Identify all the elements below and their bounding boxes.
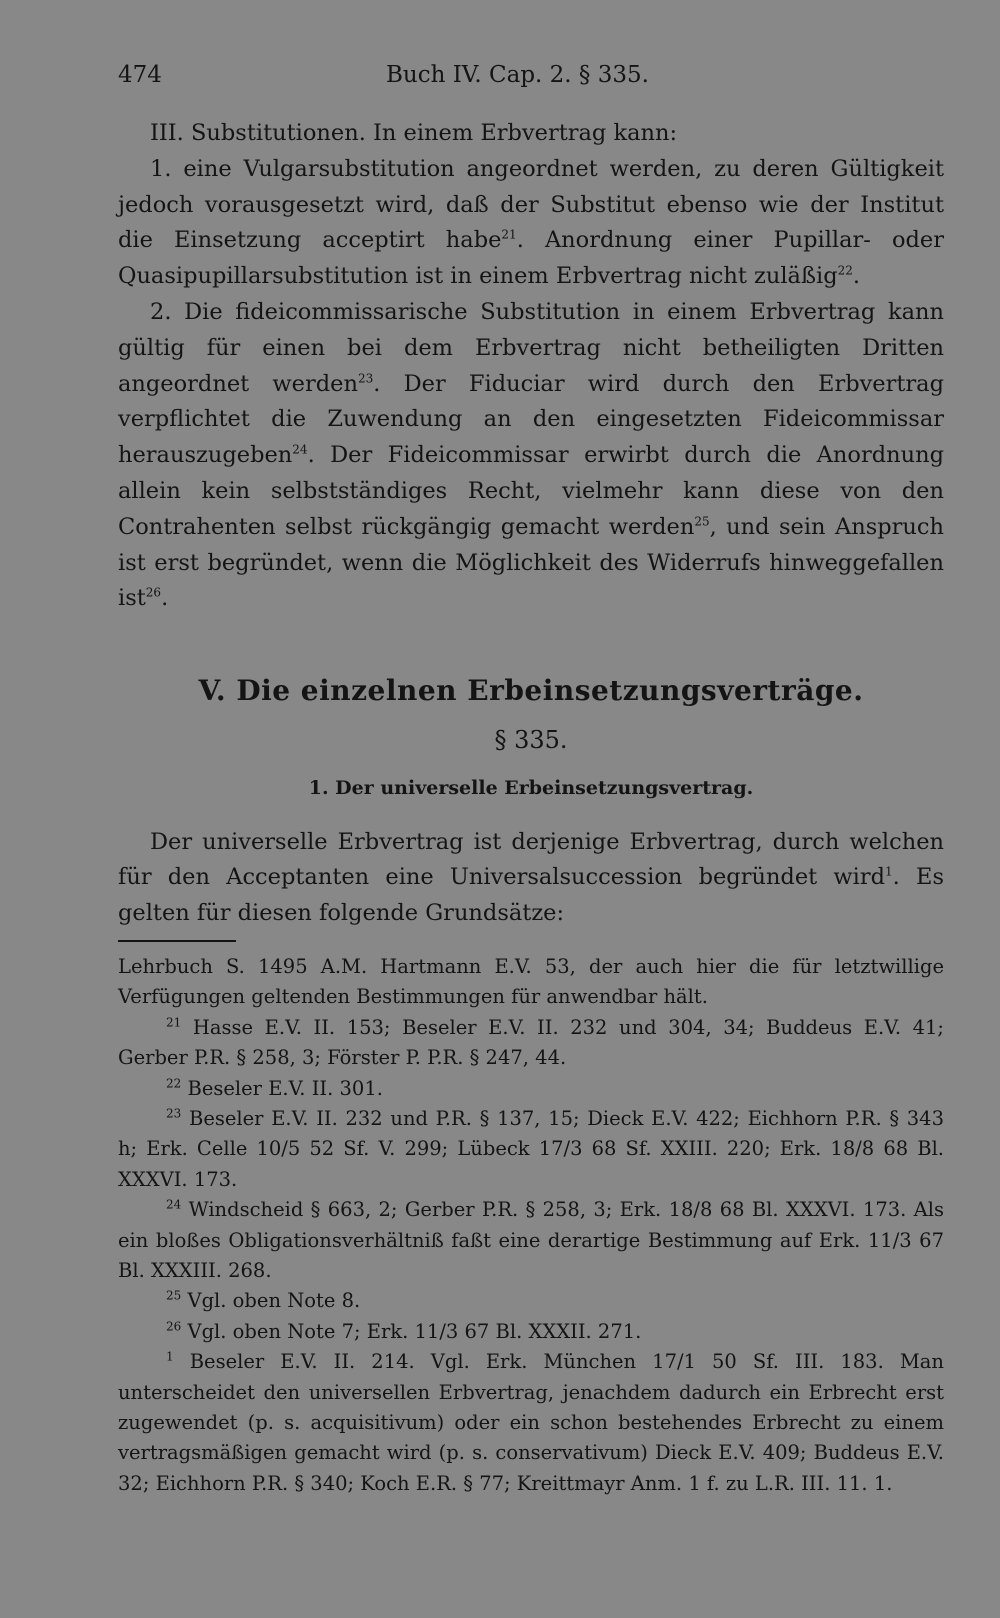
paragraph-text: . Der Fideicommissar erwirbt durch die Anordnung allein kein selbstständiges Recht, vielmehr kann diese von den Contrahenten selbst rückgängig gemacht werden — [118, 442, 944, 540]
main-text — [118, 116, 944, 1499]
footnote-text: Vgl. oben Note 8. — [187, 1289, 361, 1313]
footnote-ref-1: 1 — [885, 864, 893, 879]
footnote-ref-26: 26 — [145, 585, 162, 600]
footnote-continued: Lehrbuch S. 1495 A.M. Hartmann E.V. 53, der auch hier die für letztwillige Verfügungen geltenden Bestimmungen für anwendbar hält. — [118, 954, 944, 1009]
paragraph-text: . — [852, 263, 861, 290]
footnote-24 — [118, 1195, 944, 1286]
paragraph-text: . — [161, 585, 169, 612]
running-title: Buch IV. Cap. 2. § 335. — [386, 62, 649, 88]
paragraph-text: , und sein Anspruch ist erst begründet, wenn die Möglichkeit des Widerrufs hinweggefallen ist — [118, 513, 944, 612]
footnote-text: Beseler E.V. II. 301. — [187, 1076, 383, 1100]
paragraph-sign-335: § 335. — [494, 725, 568, 754]
footnote-number: 26 — [166, 1319, 182, 1334]
paragraph-text: . Anordnung einer Pupillar- oder Quasipupillarsubstitution ist in einem Erbvertrag nicht zuläßig — [118, 227, 944, 290]
paragraph-text: 1. eine Vulgarsubstitution angeordnet werden, zu deren Gültigkeit jedoch vorausgesetzt wird, daß der Substitut ebenso wie der Institut die Einsetzung acceptirt habe — [118, 155, 944, 254]
paragraph-text: . Der Fiduciar wird durch den Erbvertrag verpflichtet die Zuwendung an den eingesetzten Fideicommissar herauszugeben — [118, 370, 944, 469]
footnotes — [118, 952, 944, 1499]
section-heading-V: V. Die einzelnen Erbeinsetzungsverträge. — [198, 674, 864, 708]
paragraph-fideicommissarische — [118, 295, 944, 617]
footnote-23 — [118, 1104, 944, 1195]
paragraph-text: 2. Die fideicommissarische Substitution in einem Erbvertrag kann gültig für einen bei dem Erbvertrag nicht betheiligten Dritten angeordnet werden — [118, 298, 944, 397]
footnote-number: 25 — [166, 1288, 182, 1303]
footnote-number: 1 — [166, 1349, 174, 1364]
footnote-text: Vgl. oben Note 7; Erk. 11/3 67 Bl. XXXII. 271. — [187, 1319, 642, 1343]
footnote-number: 23 — [166, 1106, 182, 1121]
footnote-number: 21 — [166, 1015, 182, 1030]
page-header — [118, 56, 944, 96]
heading-III-text: Substitutionen. In einem Erbvertrag kann: — [190, 120, 678, 146]
footnote-number: 24 — [166, 1197, 182, 1212]
footnote-divider — [118, 940, 236, 942]
footnote-ref-21: 21 — [501, 227, 517, 242]
footnote-text: Windscheid § 663, 2; Gerber P.R. § 258, 3; Erk. 18/8 68 Bl. XXXVI. 173. Als ein bloßes Obligationsverhältniß faßt eine derartige Bestimmung auf Erk. 11/3 67 Bl. XXXIII. 268. — [118, 1198, 944, 1282]
footnote-1 — [118, 1347, 944, 1499]
footnote-text: Hasse E.V. II. 153; Beseler E.V. II. 232 und 304, 34; Buddeus E.V. 41; Gerber P.R. § 258, 3; Förster P. P.R. § 247, 44. — [118, 1015, 944, 1070]
footnote-number: 22 — [166, 1076, 182, 1091]
footnote-26 — [118, 1317, 944, 1347]
paragraph-universeller-erbvertrag — [118, 825, 944, 932]
footnote-ref-24: 24 — [292, 442, 308, 457]
paragraph-text: Der universelle Erbvertrag ist derjenige Erbvertrag, durch welchen für den Acceptanten eine Universalsuccession begründet wird — [118, 828, 944, 891]
footnote-21 — [118, 1013, 944, 1074]
footnote-ref-23: 23 — [357, 371, 374, 386]
footnote-text: Beseler E.V. II. 214. Vgl. Erk. München 17/1 50 Sf. III. 183. Man unterscheidet den universellen Erbvertrag, jenachdem dadurch ein Erbrecht erst zugewendet (p. s. acquisitivum) oder ein schon bestehendes Erbrecht zu einem vertragsmäßigen gemacht wird (p. s. conservativum) Dieck E.V. 409; Buddeus E.V. 32; Eichhorn P.R. § 340; Koch E.R. § 77; Kreittmayr Anm. 1 f. zu L.R. III. 11. 1. — [118, 1350, 944, 1495]
page-number: 474 — [118, 62, 162, 88]
paragraph-vulgarsubstitution — [118, 152, 944, 295]
subheading-universeller-erbvertrag: 1. Der universelle Erbeinsetzungsvertrag. — [308, 776, 754, 799]
heading-III-number: III. — [150, 120, 184, 146]
footnote-ref-22: 22 — [837, 263, 853, 278]
footnote-ref-25: 25 — [694, 514, 710, 529]
footnote-22 — [118, 1074, 944, 1104]
footnote-text: Beseler E.V. II. 232 und P.R. § 137, 15; Dieck E.V. 422; Eichhorn P.R. § 343 h; Erk. Celle 10/5 52 Sf. V. 299; Lübeck 17/3 68 Sf. XXIII. 220; Erk. 18/8 68 Bl. XXXVI. 173. — [118, 1106, 944, 1191]
paragraph-text: . Es gelten für diesen folgende Grundsätze: — [118, 864, 945, 927]
heading-III — [118, 116, 944, 152]
footnote-25 — [118, 1286, 944, 1316]
